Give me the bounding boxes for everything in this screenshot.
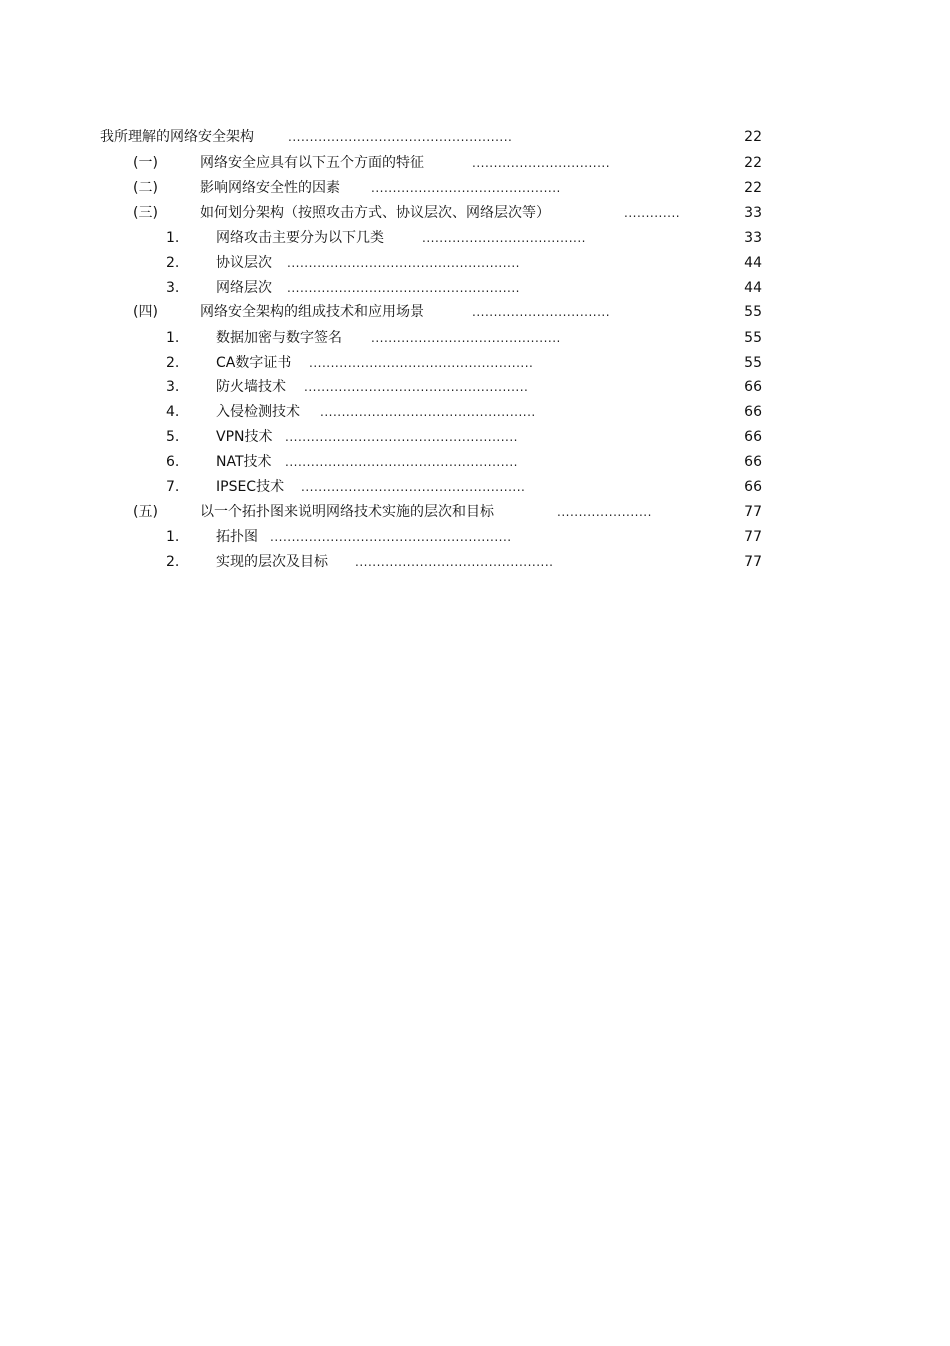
toc-entry[interactable] <box>0 202 950 224</box>
toc-entry-page-number: 55 <box>744 355 762 371</box>
toc-entry-title: 我所理解的网络安全架构 <box>100 129 254 145</box>
toc-entry[interactable] <box>0 476 950 498</box>
toc-entry-leader: ............. <box>624 206 681 220</box>
toc-entry-title: 影响网络安全性的因素 <box>200 180 340 196</box>
toc-entry-title: 防火墙技术 <box>216 379 286 395</box>
toc-entry[interactable] <box>0 227 950 249</box>
toc-entry[interactable] <box>0 327 950 349</box>
toc-entry-number: (五) <box>133 504 158 520</box>
toc-entry-number: 3. <box>166 379 180 395</box>
toc-entry-number: 6. <box>166 454 180 470</box>
toc-entry-page-number: 44 <box>744 255 762 271</box>
toc-entry-number: 2. <box>166 255 180 271</box>
toc-entry-page-number: 33 <box>744 205 762 221</box>
toc-entry-page-number: 66 <box>744 479 762 495</box>
toc-entry-page-number: 66 <box>744 404 762 420</box>
toc-entry[interactable] <box>0 177 950 199</box>
toc-entry-page-number: 55 <box>744 304 762 320</box>
toc-entry[interactable] <box>0 526 950 548</box>
toc-entry-page-number: 77 <box>744 529 762 545</box>
toc-entry-number: (四) <box>133 304 158 320</box>
toc-entry-leader: .................................................. <box>320 405 536 419</box>
toc-entry[interactable] <box>0 451 950 473</box>
toc-entry[interactable] <box>0 126 950 148</box>
toc-entry-leader: ...................................................... <box>285 455 518 469</box>
toc-entry[interactable] <box>0 352 950 374</box>
table-of-contents <box>0 0 950 600</box>
toc-entry[interactable] <box>0 376 950 398</box>
toc-entry-page-number: 22 <box>744 155 762 171</box>
toc-entry-title: CA数字证书 <box>216 355 292 371</box>
toc-entry-title: IPSEC技术 <box>216 479 285 495</box>
toc-entry-leader: ............................................ <box>371 331 561 345</box>
toc-entry-leader: ........................................................ <box>270 530 512 544</box>
toc-entry-leader: .................................................... <box>304 380 529 394</box>
toc-entry-page-number: 33 <box>744 230 762 246</box>
toc-entry-title: 如何划分架构（按照攻击方式、协议层次、网络层次等） <box>200 205 550 221</box>
toc-entry-title: 实现的层次及目标 <box>216 554 328 570</box>
toc-entry-page-number: 77 <box>744 504 762 520</box>
toc-entry-page-number: 22 <box>744 129 762 145</box>
toc-entry-title: 以一个拓扑图来说明网络技术实施的层次和目标 <box>200 504 494 520</box>
toc-entry-title: 网络安全架构的组成技术和应用场景 <box>200 304 424 320</box>
toc-entry[interactable] <box>0 501 950 523</box>
toc-entry-leader: ...................................................... <box>285 430 518 444</box>
toc-entry-title: 数据加密与数字签名 <box>216 330 342 346</box>
toc-entry-number: 2. <box>166 554 180 570</box>
toc-entry-title: 网络攻击主要分为以下几类 <box>216 230 384 246</box>
toc-entry-leader: ...................................................... <box>287 281 520 295</box>
toc-entry-page-number: 44 <box>744 280 762 296</box>
toc-entry-title: 网络安全应具有以下五个方面的特征 <box>200 155 424 171</box>
toc-entry-leader: ................................ <box>472 156 611 170</box>
toc-entry-leader: .................................................... <box>288 130 513 144</box>
toc-entry-leader: ................................ <box>472 305 611 319</box>
toc-entry-number: 4. <box>166 404 180 420</box>
toc-entry[interactable] <box>0 277 950 299</box>
toc-entry-number: 1. <box>166 330 180 346</box>
toc-entry-number: 1. <box>166 529 180 545</box>
toc-entry-leader: .................................................... <box>301 480 526 494</box>
toc-entry[interactable] <box>0 301 950 323</box>
toc-entry-page-number: 55 <box>744 330 762 346</box>
toc-entry-title: 网络层次 <box>216 280 272 296</box>
toc-entry-number: 2. <box>166 355 180 371</box>
toc-entry-number: (三) <box>133 205 158 221</box>
toc-entry[interactable] <box>0 551 950 573</box>
toc-entry-leader: ...................................................... <box>287 256 520 270</box>
toc-entry[interactable] <box>0 252 950 274</box>
toc-entry-page-number: 66 <box>744 454 762 470</box>
toc-entry-number: (二) <box>133 180 158 196</box>
toc-entry-page-number: 22 <box>744 180 762 196</box>
toc-entry-number: 1. <box>166 230 180 246</box>
toc-entry-leader: ............................................ <box>371 181 561 195</box>
toc-entry-number: 5. <box>166 429 180 445</box>
toc-entry-number: (一) <box>133 155 158 171</box>
toc-entry-number: 3. <box>166 280 180 296</box>
toc-entry[interactable] <box>0 426 950 448</box>
toc-entry-title: NAT技术 <box>216 454 272 470</box>
toc-entry-number: 7. <box>166 479 180 495</box>
toc-entry[interactable] <box>0 401 950 423</box>
toc-entry-leader: ...................................... <box>422 231 586 245</box>
toc-entry-leader: ...................... <box>557 505 652 519</box>
toc-entry-title: 协议层次 <box>216 255 272 271</box>
toc-entry-page-number: 77 <box>744 554 762 570</box>
toc-entry[interactable] <box>0 152 950 174</box>
toc-entry-title: 拓扑图 <box>216 529 258 545</box>
toc-entry-leader: .................................................... <box>309 356 534 370</box>
toc-entry-page-number: 66 <box>744 429 762 445</box>
toc-entry-title: 入侵检测技术 <box>216 404 300 420</box>
toc-entry-leader: .............................................. <box>355 555 554 569</box>
toc-entry-title: VPN技术 <box>216 429 273 445</box>
toc-entry-page-number: 66 <box>744 379 762 395</box>
